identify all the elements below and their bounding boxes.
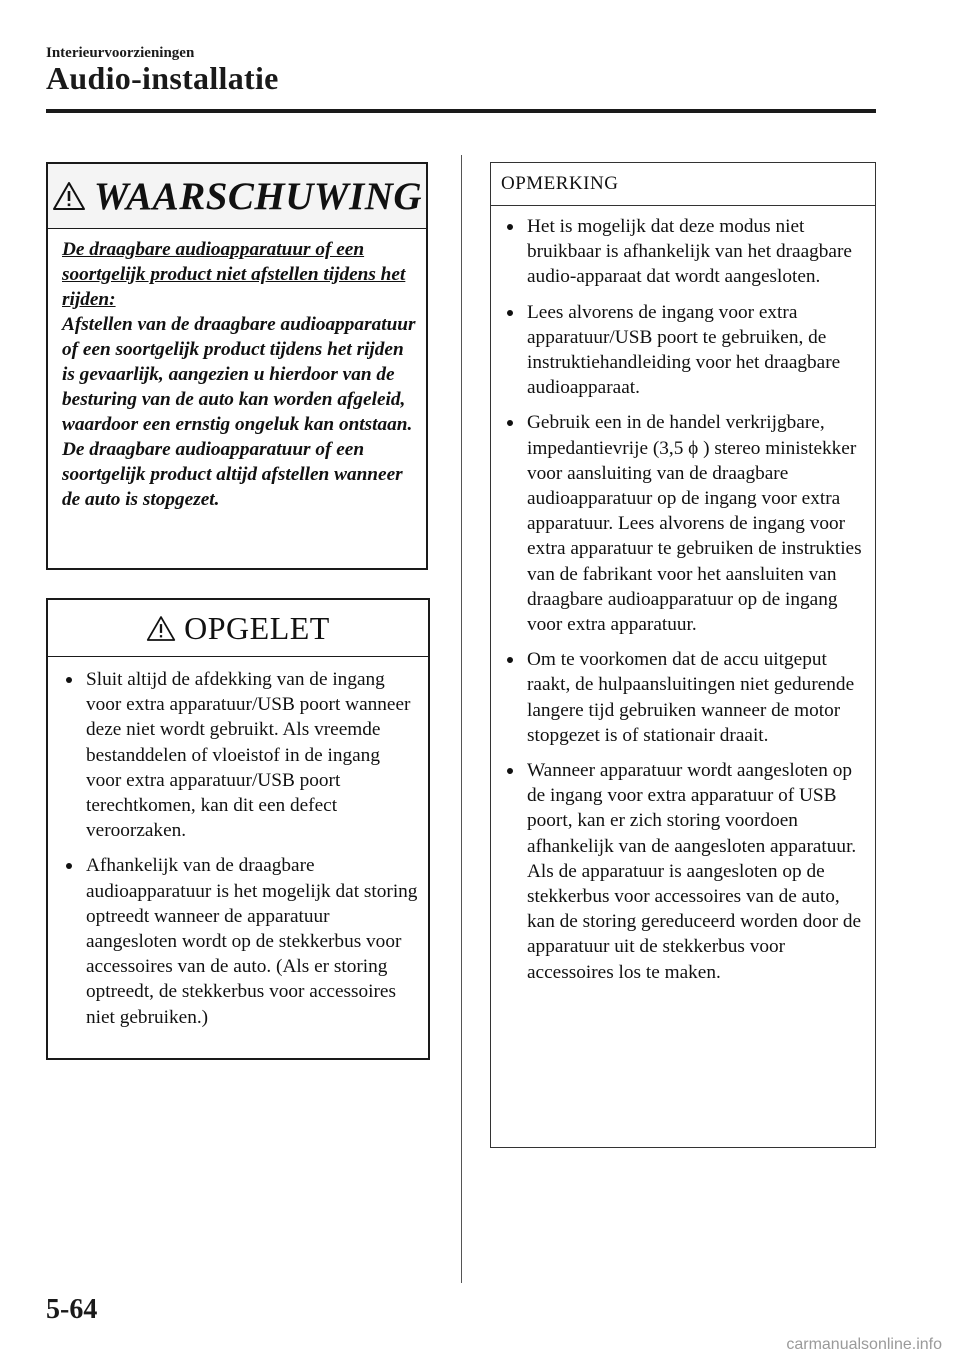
note-body	[491, 206, 875, 985]
caution-header	[48, 600, 428, 657]
warning-triangle-icon	[52, 181, 86, 211]
note-title: OPMERKING	[491, 163, 875, 206]
list-item	[505, 758, 869, 985]
list-item	[505, 300, 869, 401]
watermark-link[interactable]: carmanualsonline.info	[786, 1336, 942, 1353]
bullet-icon	[507, 657, 513, 663]
caution-body	[48, 657, 428, 1030]
note-item-text: Wanneer apparatuur wordt aangesloten op de ingang voor extra apparatuur of USB poort, kan er zich storing voordoen afhankelijk van de aangesloten apparatuur. Als de apparatuur is aangesloten op de stekkerbus voor accessoires van de auto, kan de storing gereduceerd worden door de apparatuur uit de stekkerbus voor accessoires los te maken.	[527, 760, 862, 983]
note-item-text: Gebruik een in de handel verkrijgbare, impedantievrije (3,5 ϕ ) stereo ministekker voor aansluiting van de draagbare audioapparatuur op de ingang voor extra apparatuur. Lees alvorens de ingang voor extra apparatuur te gebruiken de instrukties van de fabrikant voor het aansluiten van draagbare audioapparatuur op de ingang voor extra apparatuur.	[527, 412, 862, 636]
list-item	[505, 647, 869, 748]
warning-header	[48, 164, 426, 229]
caution-item-text: Afhankelijk van de draagbare audioapparatuur is het mogelijk dat storing optreedt wanneer de apparatuur aangesloten wordt op de stekkerbus voor accessoires van de auto. (Als er storing optreedt, de stekkerbus voor accessoires niet gebruiken.)	[86, 855, 418, 1028]
bullet-icon	[507, 310, 513, 316]
bullet-icon	[507, 768, 513, 774]
warning-body	[48, 229, 426, 512]
bullet-icon	[507, 420, 513, 426]
note-item-text: Om te voorkomen dat de accu uitgeput raakt, de hulpaansluitingen niet gedurende langere tijd gebruiken wanneer de motor stopgezet is of stationair draait.	[527, 649, 855, 746]
warning-text: Afstellen van de draagbare audioapparatuur of een soortgelijk product tijdens het rijden is gevaarlijk, aangezien u hierdoor van de besturing van de auto kan worden afgeleid, waardoor een ernstig ongeluk kan ontstaan. De draagbare audioapparatuur of een soortgelijk product altijd afstellen wanneer de auto is stopgezet.	[62, 314, 416, 510]
page-title: Audio-installatie	[46, 60, 279, 96]
bullet-icon	[507, 224, 513, 230]
warning-triangle-icon	[146, 615, 176, 642]
warning-heading: De draagbare audioapparatuur of een soortgelijk product niet afstellen tijdens het rijden:	[62, 239, 406, 310]
header-rule	[46, 109, 876, 113]
list-item	[505, 214, 869, 290]
caution-item-text: Sluit altijd de afdekking van de ingang voor extra apparatuur/USB poort wanneer deze niet wordt gebruikt. Als vreemde bestanddelen of vloeistof in de ingang voor extra apparatuur/USB poort terechtkomen, kan dit een defect veroorzaken.	[86, 669, 411, 842]
bullet-icon	[66, 863, 72, 869]
page-number: 5-64	[46, 1294, 98, 1325]
caution-box	[46, 598, 430, 1060]
column-divider	[461, 155, 462, 1283]
list-item	[64, 667, 420, 843]
warning-box	[46, 162, 428, 570]
list-item	[64, 853, 420, 1029]
list-item	[505, 410, 869, 637]
note-item-text: Lees alvorens de ingang voor extra apparatuur/USB poort te gebruiken, de instruktiehandleiding voor het draagbare audioapparaat.	[527, 301, 841, 399]
bullet-icon	[66, 677, 72, 683]
warning-title: WAARSCHUWING	[93, 174, 423, 218]
note-box	[490, 162, 876, 1148]
note-item-text: Het is mogelijk dat deze modus niet bruikbaar is afhankelijk van het draagbare audio-apparaat dat wordt aangesloten.	[527, 216, 852, 288]
caution-title: OPGELET	[184, 609, 330, 646]
section-label: Interieurvoorzieningen	[46, 45, 195, 61]
